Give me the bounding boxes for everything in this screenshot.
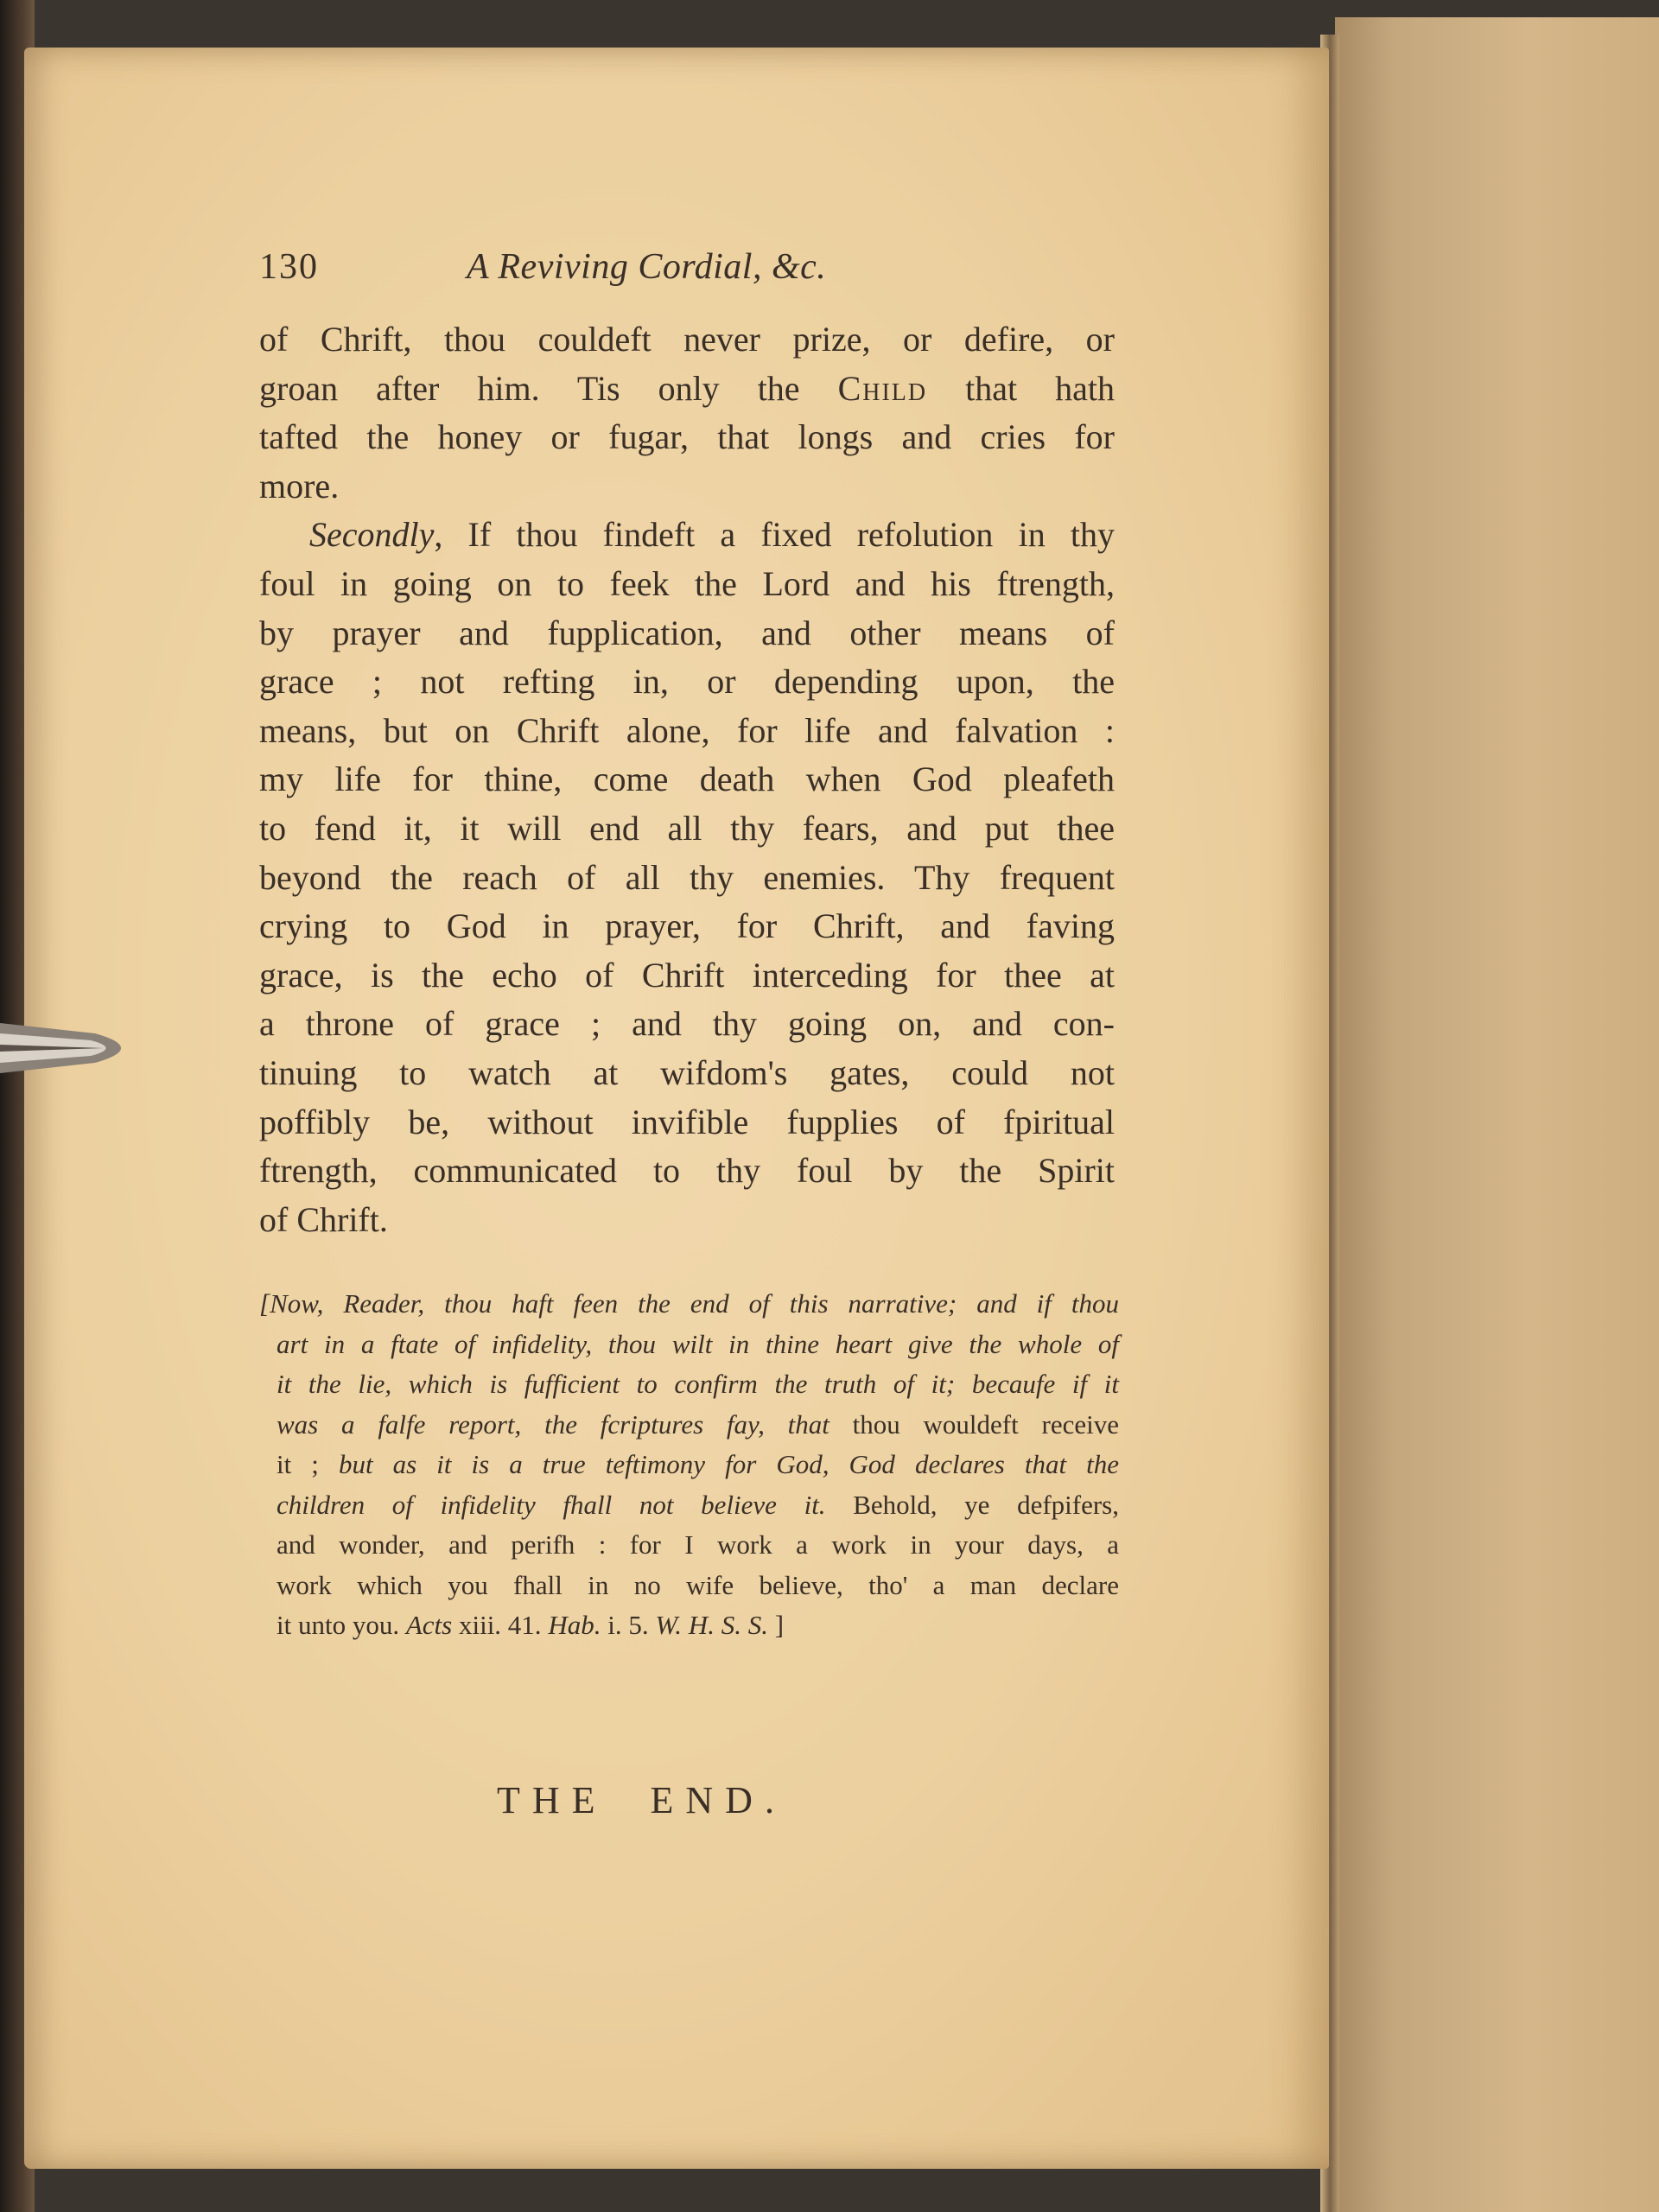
note-line: was a falfe report, the fcriptures fay, that thou wouldeft receive bbox=[276, 1408, 1119, 1440]
body-text bbox=[259, 315, 1115, 1244]
text-line: a throne of grace ; and thy going on, and con- bbox=[259, 1004, 1115, 1044]
page-text bbox=[259, 246, 1119, 1646]
text-line: of Chrift. bbox=[259, 1199, 388, 1239]
running-head bbox=[259, 246, 1115, 308]
text-line: to fend it, it will end all thy fears, and put thee bbox=[259, 808, 1115, 848]
closing-note bbox=[259, 1284, 1119, 1646]
note-line: it unto you. Acts xiii. 41. Hab. i. 5. W. H. S. S. ] bbox=[276, 1610, 785, 1641]
text-line: means, but on Chrift alone, for life and falvation : bbox=[259, 710, 1115, 750]
running-title: A Reviving Cordial, &c. bbox=[467, 247, 827, 287]
note-line: it ; but as it is a true teftimony for God, God declares that the bbox=[276, 1449, 1119, 1480]
text-line: ftrength, communicated to thy foul by the Spirit bbox=[259, 1151, 1115, 1191]
text-line: crying to God in prayer, for Chrift, and faving bbox=[259, 906, 1115, 946]
text-line: by prayer and fupplication, and other means of bbox=[259, 613, 1115, 652]
text-line: more. bbox=[259, 466, 340, 505]
text-line: beyond the reach of all thy enemies. Thy frequent bbox=[259, 857, 1115, 897]
text-line: grace ; not refting in, or depending upon, the bbox=[259, 662, 1115, 702]
note-line: and wonder, and perifh : for I work a work in your days, a bbox=[276, 1529, 1119, 1560]
italic-word: Secondly bbox=[309, 515, 435, 555]
note-line: children of infidelity fhall not believe it. Behold, ye defpifers, bbox=[276, 1489, 1119, 1520]
the-end-heading: THE END. bbox=[497, 1779, 786, 1821]
note-line: [Now, Reader, thou haft feen the end of this narrative; and if thou bbox=[259, 1288, 1119, 1319]
note-line: art in a ftate of infidelity, thou wilt in thine heart give the whole of bbox=[276, 1328, 1119, 1359]
text-line: tinuing to watch at wifdom's gates, could not bbox=[259, 1052, 1115, 1092]
note-line: work which you fhall in no wife believe, tho' a man declare bbox=[276, 1569, 1119, 1600]
note-line: it the lie, which is fufficient to confirm the truth of it; becaufe if it bbox=[276, 1369, 1119, 1400]
text-line: groan after him. Tis only the Child that hath bbox=[259, 368, 1115, 408]
text-line: Secondly, If thou findeft a fixed refolution in thy bbox=[309, 515, 1115, 555]
text-line: grace, is the echo of Chrift interceding for thee at bbox=[259, 955, 1115, 995]
facing-page-edge bbox=[1335, 17, 1659, 2212]
bookmark-clip-icon bbox=[0, 1016, 147, 1080]
page-number: 130 bbox=[259, 247, 319, 287]
text-line: of Chrift, thou couldeft never prize, or defire, or bbox=[259, 320, 1115, 359]
small-caps-word: Child bbox=[837, 368, 928, 408]
text-line: tafted the honey or fugar, that longs and cries for bbox=[259, 417, 1115, 457]
text-line: foul in going on to feek the Lord and his ftrength, bbox=[259, 563, 1115, 603]
text-line: my life for thine, come death when God pleafeth bbox=[259, 760, 1115, 799]
text-line: poffibly be, without invifible fupplies of fpiritual bbox=[259, 1102, 1115, 1141]
